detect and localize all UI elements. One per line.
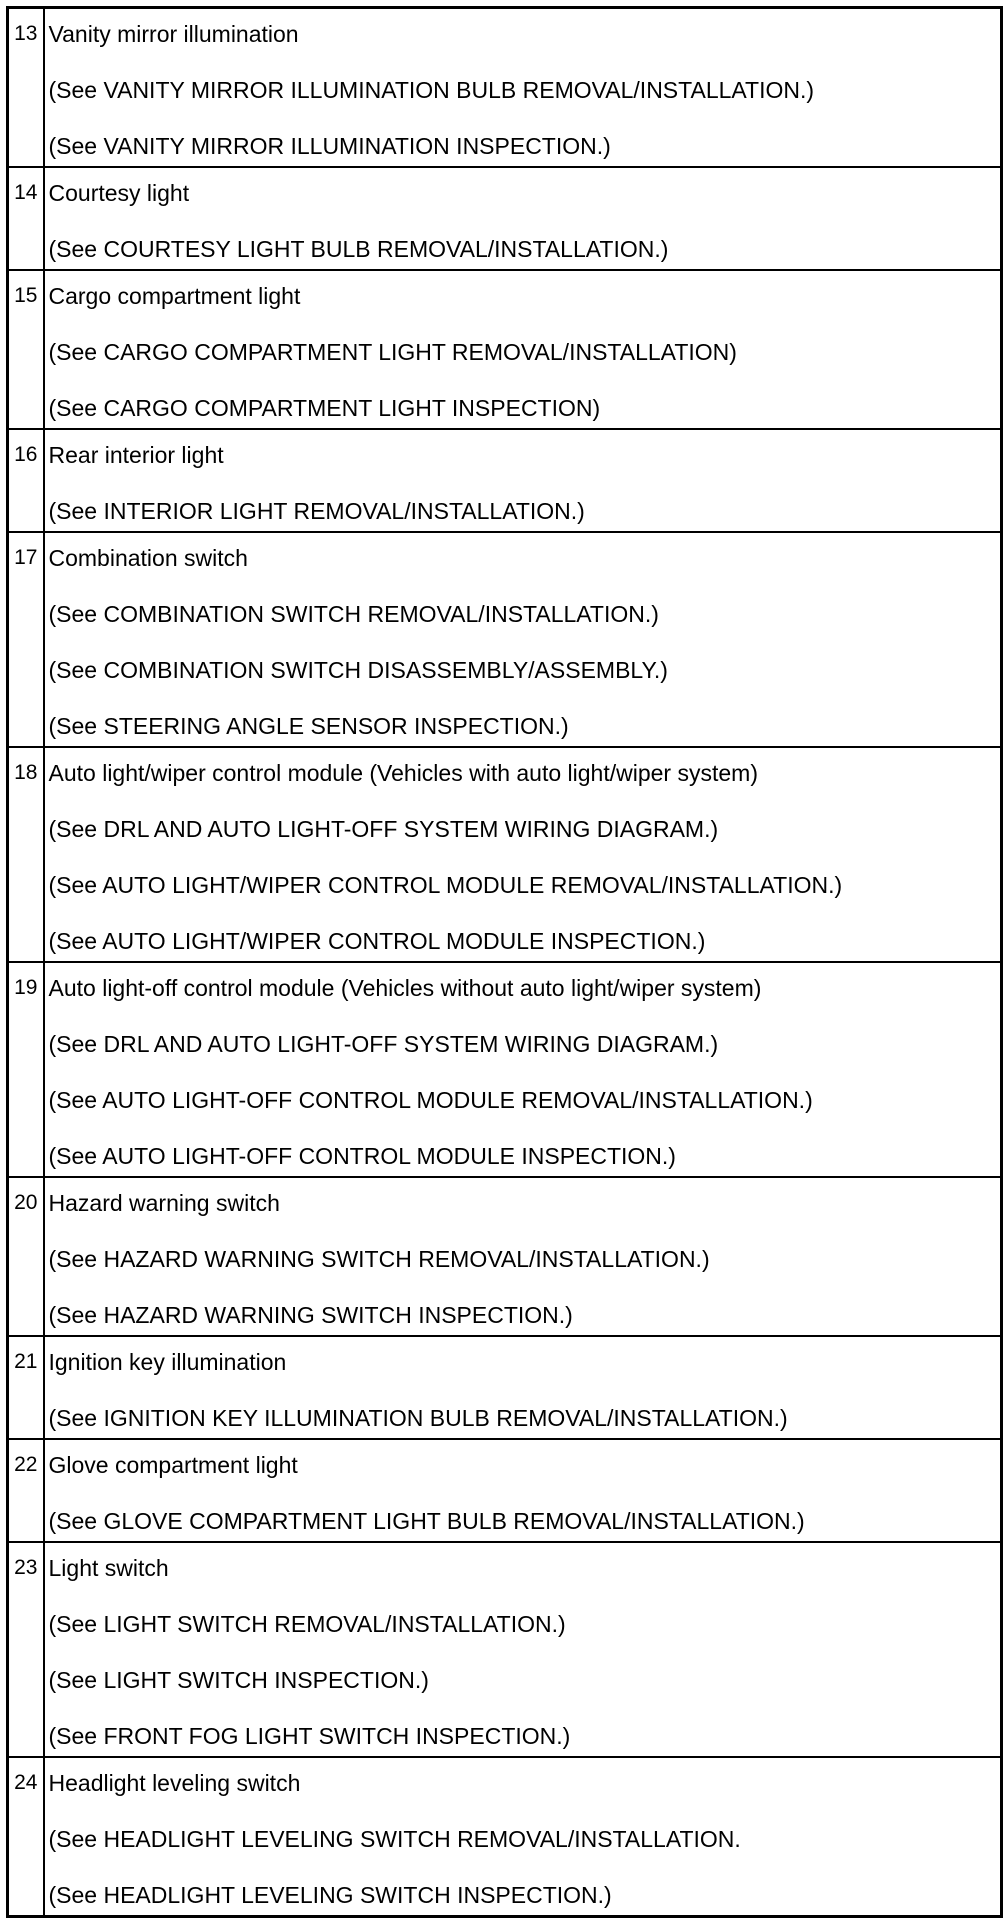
table-row [8,532,1002,747]
item-description [45,1440,1001,1541]
procedure-reference-link[interactable]: (See HEADLIGHT LEVELING SWITCH REMOVAL/INSTALLATION. [48,1826,741,1852]
item-number: 13 [8,8,44,168]
procedure-reference-link[interactable]: (See HAZARD WARNING SWITCH REMOVAL/INSTALLATION.) [48,1246,710,1272]
item-title: Headlight leveling switch [48,1770,301,1796]
table-row [8,747,1002,962]
item-description-cell [44,8,1002,168]
table-row [8,8,1002,168]
procedure-reference-link[interactable]: (See FRONT FOG LIGHT SWITCH INSPECTION.) [48,1723,571,1749]
item-title: Vanity mirror illumination [48,21,299,47]
item-description [45,1758,1001,1915]
item-description [45,1178,1001,1335]
item-number: 24 [8,1757,44,1917]
procedure-reference-link[interactable]: (See COMBINATION SWITCH REMOVAL/INSTALLATION.) [48,601,659,627]
table-row [8,1336,1002,1439]
table-row [8,1439,1002,1542]
procedure-reference-link[interactable]: (See IGNITION KEY ILLUMINATION BULB REMOVAL/INSTALLATION.) [48,1405,788,1431]
parts-reference-table [6,6,1003,1918]
item-title: Auto light-off control module (Vehicles without auto light/wiper system) [48,975,762,1001]
procedure-reference-link[interactable]: (See AUTO LIGHT-OFF CONTROL MODULE REMOVAL/INSTALLATION.) [48,1087,813,1113]
item-title: Hazard warning switch [48,1190,280,1216]
item-description [45,430,1001,531]
item-number: 21 [8,1336,44,1439]
procedure-reference-link[interactable]: (See COURTESY LIGHT BULB REMOVAL/INSTALLATION.) [48,236,669,262]
table-body [8,8,1002,1917]
item-title: Combination switch [48,545,248,571]
item-title: Courtesy light [48,180,190,206]
item-description-cell [44,962,1002,1177]
item-description [45,963,1001,1176]
table-row [8,1542,1002,1757]
item-number: 14 [8,167,44,270]
item-number: 17 [8,532,44,747]
item-title: Cargo compartment light [48,283,301,309]
procedure-reference-link[interactable]: (See COMBINATION SWITCH DISASSEMBLY/ASSEMBLY.) [48,657,668,683]
procedure-reference-link[interactable]: (See VANITY MIRROR ILLUMINATION BULB REMOVAL/INSTALLATION.) [48,77,815,103]
item-number: 16 [8,429,44,532]
item-number: 23 [8,1542,44,1757]
item-description [45,9,1001,166]
table-row [8,962,1002,1177]
procedure-reference-link[interactable]: (See CARGO COMPARTMENT LIGHT REMOVAL/INSTALLATION) [48,339,737,365]
item-title: Glove compartment light [48,1452,298,1478]
procedure-reference-link[interactable]: (See DRL AND AUTO LIGHT-OFF SYSTEM WIRING DIAGRAM.) [48,816,719,842]
item-description [45,748,1001,961]
item-description-cell [44,1439,1002,1542]
item-number: 18 [8,747,44,962]
item-description-cell [44,429,1002,532]
item-title: Rear interior light [48,442,224,468]
table-row [8,270,1002,429]
item-description-cell [44,1542,1002,1757]
procedure-reference-link[interactable]: (See HAZARD WARNING SWITCH INSPECTION.) [48,1302,573,1328]
procedure-reference-link[interactable]: (See CARGO COMPARTMENT LIGHT INSPECTION) [48,395,601,421]
item-description-cell [44,167,1002,270]
item-number: 15 [8,270,44,429]
table-row [8,1757,1002,1917]
item-number: 22 [8,1439,44,1542]
item-title: Auto light/wiper control module (Vehicles with auto light/wiper system) [48,760,758,786]
item-description-cell [44,1177,1002,1336]
procedure-reference-link[interactable]: (See AUTO LIGHT/WIPER CONTROL MODULE REMOVAL/INSTALLATION.) [48,872,843,898]
procedure-reference-link[interactable]: (See AUTO LIGHT-OFF CONTROL MODULE INSPECTION.) [48,1143,676,1169]
table-row [8,429,1002,532]
item-description-cell [44,270,1002,429]
procedure-reference-link[interactable]: (See LIGHT SWITCH INSPECTION.) [48,1667,429,1693]
table-row [8,1177,1002,1336]
item-description-cell [44,532,1002,747]
item-title: Ignition key illumination [48,1349,287,1375]
procedure-reference-link[interactable]: (See DRL AND AUTO LIGHT-OFF SYSTEM WIRING DIAGRAM.) [48,1031,719,1057]
procedure-reference-link[interactable]: (See GLOVE COMPARTMENT LIGHT BULB REMOVAL/INSTALLATION.) [48,1508,805,1534]
item-number: 20 [8,1177,44,1336]
item-description [45,1543,1001,1756]
procedure-reference-link[interactable]: (See LIGHT SWITCH REMOVAL/INSTALLATION.) [48,1611,566,1637]
procedure-reference-link[interactable]: (See HEADLIGHT LEVELING SWITCH INSPECTION.) [48,1882,612,1908]
procedure-reference-link[interactable]: (See INTERIOR LIGHT REMOVAL/INSTALLATION.) [48,498,585,524]
item-title: Light switch [48,1555,169,1581]
table-row [8,167,1002,270]
item-description-cell [44,1757,1002,1917]
item-description [45,1337,1001,1438]
item-description [45,168,1001,269]
item-description-cell [44,747,1002,962]
procedure-reference-link[interactable]: (See AUTO LIGHT/WIPER CONTROL MODULE INSPECTION.) [48,928,706,954]
procedure-reference-link[interactable]: (See VANITY MIRROR ILLUMINATION INSPECTION.) [48,133,611,159]
item-number: 19 [8,962,44,1177]
item-description-cell [44,1336,1002,1439]
item-description [45,533,1001,746]
procedure-reference-link[interactable]: (See STEERING ANGLE SENSOR INSPECTION.) [48,713,569,739]
item-description [45,271,1001,428]
